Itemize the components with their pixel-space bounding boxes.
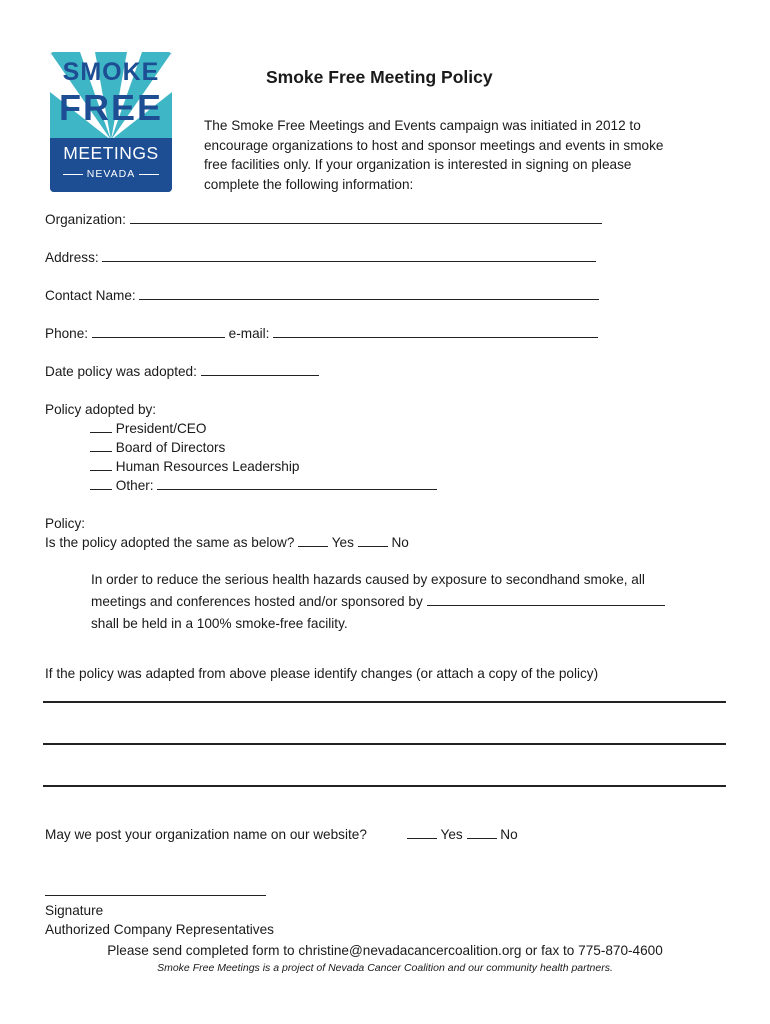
sponsor-field[interactable] (427, 592, 665, 606)
signature-sublabel: Authorized Company Representatives (45, 922, 274, 937)
policy-text-line: meetings and conferences hosted and/or sponsored by (91, 592, 665, 611)
phone-field[interactable] (92, 324, 225, 338)
adopted-by-label: Policy adopted by: (45, 402, 157, 417)
logo-text-meetings: MEETINGS (63, 143, 159, 163)
footer-note: Smoke Free Meetings is a project of Nevada Cancer Coalition and our community health partners. (157, 962, 613, 974)
contact-name-row (45, 286, 599, 305)
changes-line[interactable] (43, 785, 726, 787)
footer-send-instructions: Please send completed form to christine@nevadacancercoalition.org or fax to 775-870-4600 (107, 943, 663, 958)
option-checkbox-blank[interactable] (90, 419, 112, 433)
address-label: Address: (45, 250, 99, 265)
changes-prompt: If the policy was adapted from above please identify changes (or attach a copy of the policy) (45, 666, 599, 681)
organization-row (45, 210, 602, 229)
phone-email-row (45, 324, 598, 343)
option-checkbox-blank[interactable] (90, 457, 112, 471)
adopted-by-option: Board of Directors (90, 438, 225, 457)
website-question: May we post your organization name on our website? (45, 827, 367, 842)
website-yes-label: Yes (440, 827, 463, 842)
adopted-by-option: Other: (90, 476, 437, 495)
intro-line: encourage organizations to host and sponsor meetings and events in smoke (204, 137, 664, 153)
policy-question: Is the policy adopted the same as below? (45, 535, 295, 550)
organization-label: Organization: (45, 212, 126, 227)
changes-line[interactable] (43, 743, 726, 745)
logo-text-free: FREE (58, 87, 163, 128)
intro-line: free facilities only. If your organization is interested in signing on please (204, 157, 632, 172)
logo-text-smoke: SMOKE (62, 58, 160, 86)
adopted-by-option: Human Resources Leadership (90, 457, 299, 476)
email-label: e-mail: (228, 326, 270, 341)
intro-line: The Smoke Free Meetings and Events campaign was initiated in 2012 to (204, 118, 641, 133)
signature-label: Signature (45, 903, 104, 918)
signature-line[interactable] (45, 895, 266, 896)
policy-no-label: No (391, 535, 409, 550)
contact-name-field[interactable] (139, 286, 599, 300)
other-field[interactable] (157, 476, 437, 490)
date-adopted-field[interactable] (201, 362, 319, 376)
changes-line[interactable] (43, 701, 726, 703)
logo-text-nevada: NEVADA (50, 167, 172, 181)
date-adopted-label: Date policy was adopted: (45, 364, 197, 379)
website-no-blank[interactable] (467, 825, 497, 839)
option-checkbox-blank[interactable] (90, 476, 112, 490)
email-field[interactable] (273, 324, 598, 338)
adopted-by-option: President/CEO (90, 419, 206, 438)
website-no-label: No (500, 827, 518, 842)
option-checkbox-blank[interactable] (90, 438, 112, 452)
website-answer-row (407, 825, 518, 844)
policy-label: Policy: (45, 516, 86, 531)
policy-no-blank[interactable] (358, 533, 388, 547)
website-yes-blank[interactable] (407, 825, 437, 839)
phone-label: Phone: (45, 326, 89, 341)
policy-yes-label: Yes (331, 535, 354, 550)
policy-question-row (45, 533, 409, 552)
policy-yes-blank[interactable] (298, 533, 328, 547)
address-row (45, 248, 596, 267)
policy-text-line: shall be held in a 100% smoke-free facility. (91, 616, 348, 631)
address-field[interactable] (102, 248, 596, 262)
intro-paragraph (204, 116, 704, 194)
intro-line: complete the following information: (204, 176, 414, 192)
contact-name-label: Contact Name: (45, 288, 136, 303)
smoke-free-meetings-logo (50, 52, 172, 192)
policy-text-line: In order to reduce the serious health hazards caused by exposure to secondhand smoke, all (91, 572, 645, 587)
organization-field[interactable] (130, 210, 602, 224)
page-title: Smoke Free Meeting Policy (266, 67, 493, 87)
date-adopted-row (45, 362, 319, 381)
